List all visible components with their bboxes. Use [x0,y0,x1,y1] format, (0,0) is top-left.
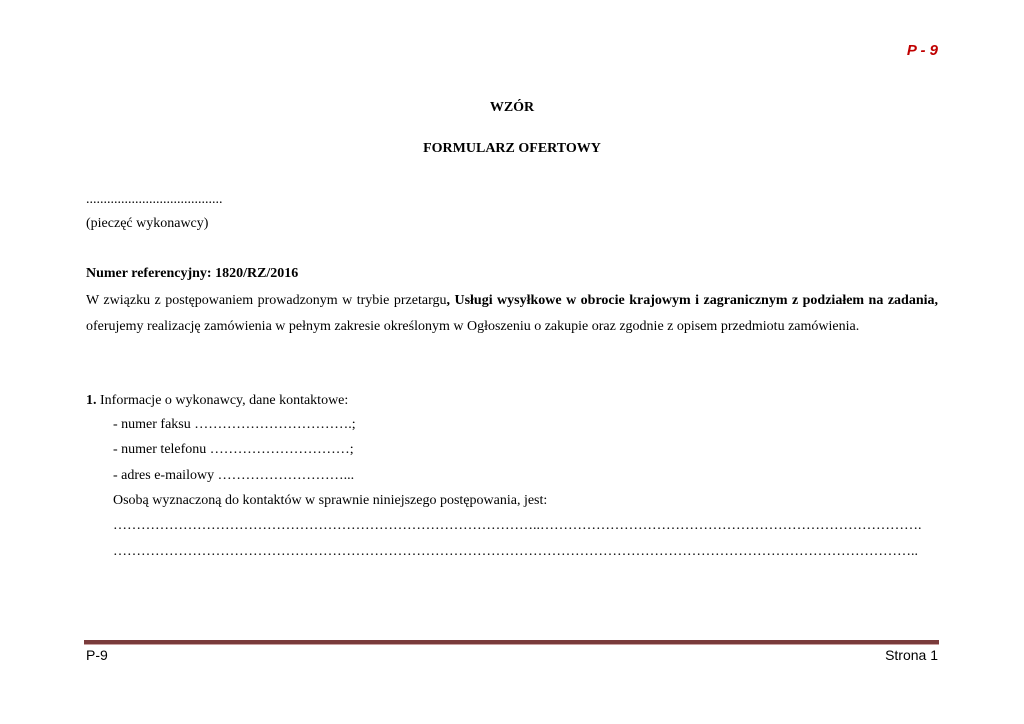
contact-person-line-2: ……………………………………………………………………………………………………………………………………………………….. [113,544,918,559]
reference-number: Numer referencyjny: 1820/RZ/2016 [86,266,299,281]
section-1-number: 1. [86,393,97,408]
intro-text-2: oferujemy realizację zamówienia w pełnym zakresie określonym w Ogłoszeniu o zakupie oraz zgodnie z opisem przedmiotu zamówienia. [86,319,860,334]
section-1-heading [86,393,348,409]
document-subtitle: FORMULARZ OFERTOWY [423,141,601,156]
footer-divider [84,640,939,645]
contact-person-label: Osobą wyznaczoną do kontaktów w sprawnie niniejszego postępowania, jest: [113,493,548,508]
contact-person-line-1: ………………………………………………………………………………..………………………………………………………………………. [113,518,922,533]
stamp-dots: ....................................... [86,192,223,207]
fax-field: - numer faksu …………………………….; [113,417,356,432]
document-title: WZÓR [489,100,535,115]
email-field: - adres e-mailowy ………………………... [113,468,355,483]
footer-page-number: Strona 1 [885,647,938,663]
section-1-title: Informacje o wykonawcy, dane kontaktowe: [96,393,349,408]
footer-page-code: P-9 [86,647,108,663]
page-label: P - 9 [906,42,938,59]
phone-field: - numer telefonu …………………………; [113,442,354,457]
intro-service-name: , Usługi wysyłkowe w obrocie krajowym i zagranicznym z podziałem na zadania, [446,293,938,308]
intro-paragraph [86,288,938,340]
intro-text-1: W związku z postępowaniem prowadzonym w trybie przetargu [86,293,447,308]
stamp-label: (pieczęć wykonawcy) [86,216,209,231]
